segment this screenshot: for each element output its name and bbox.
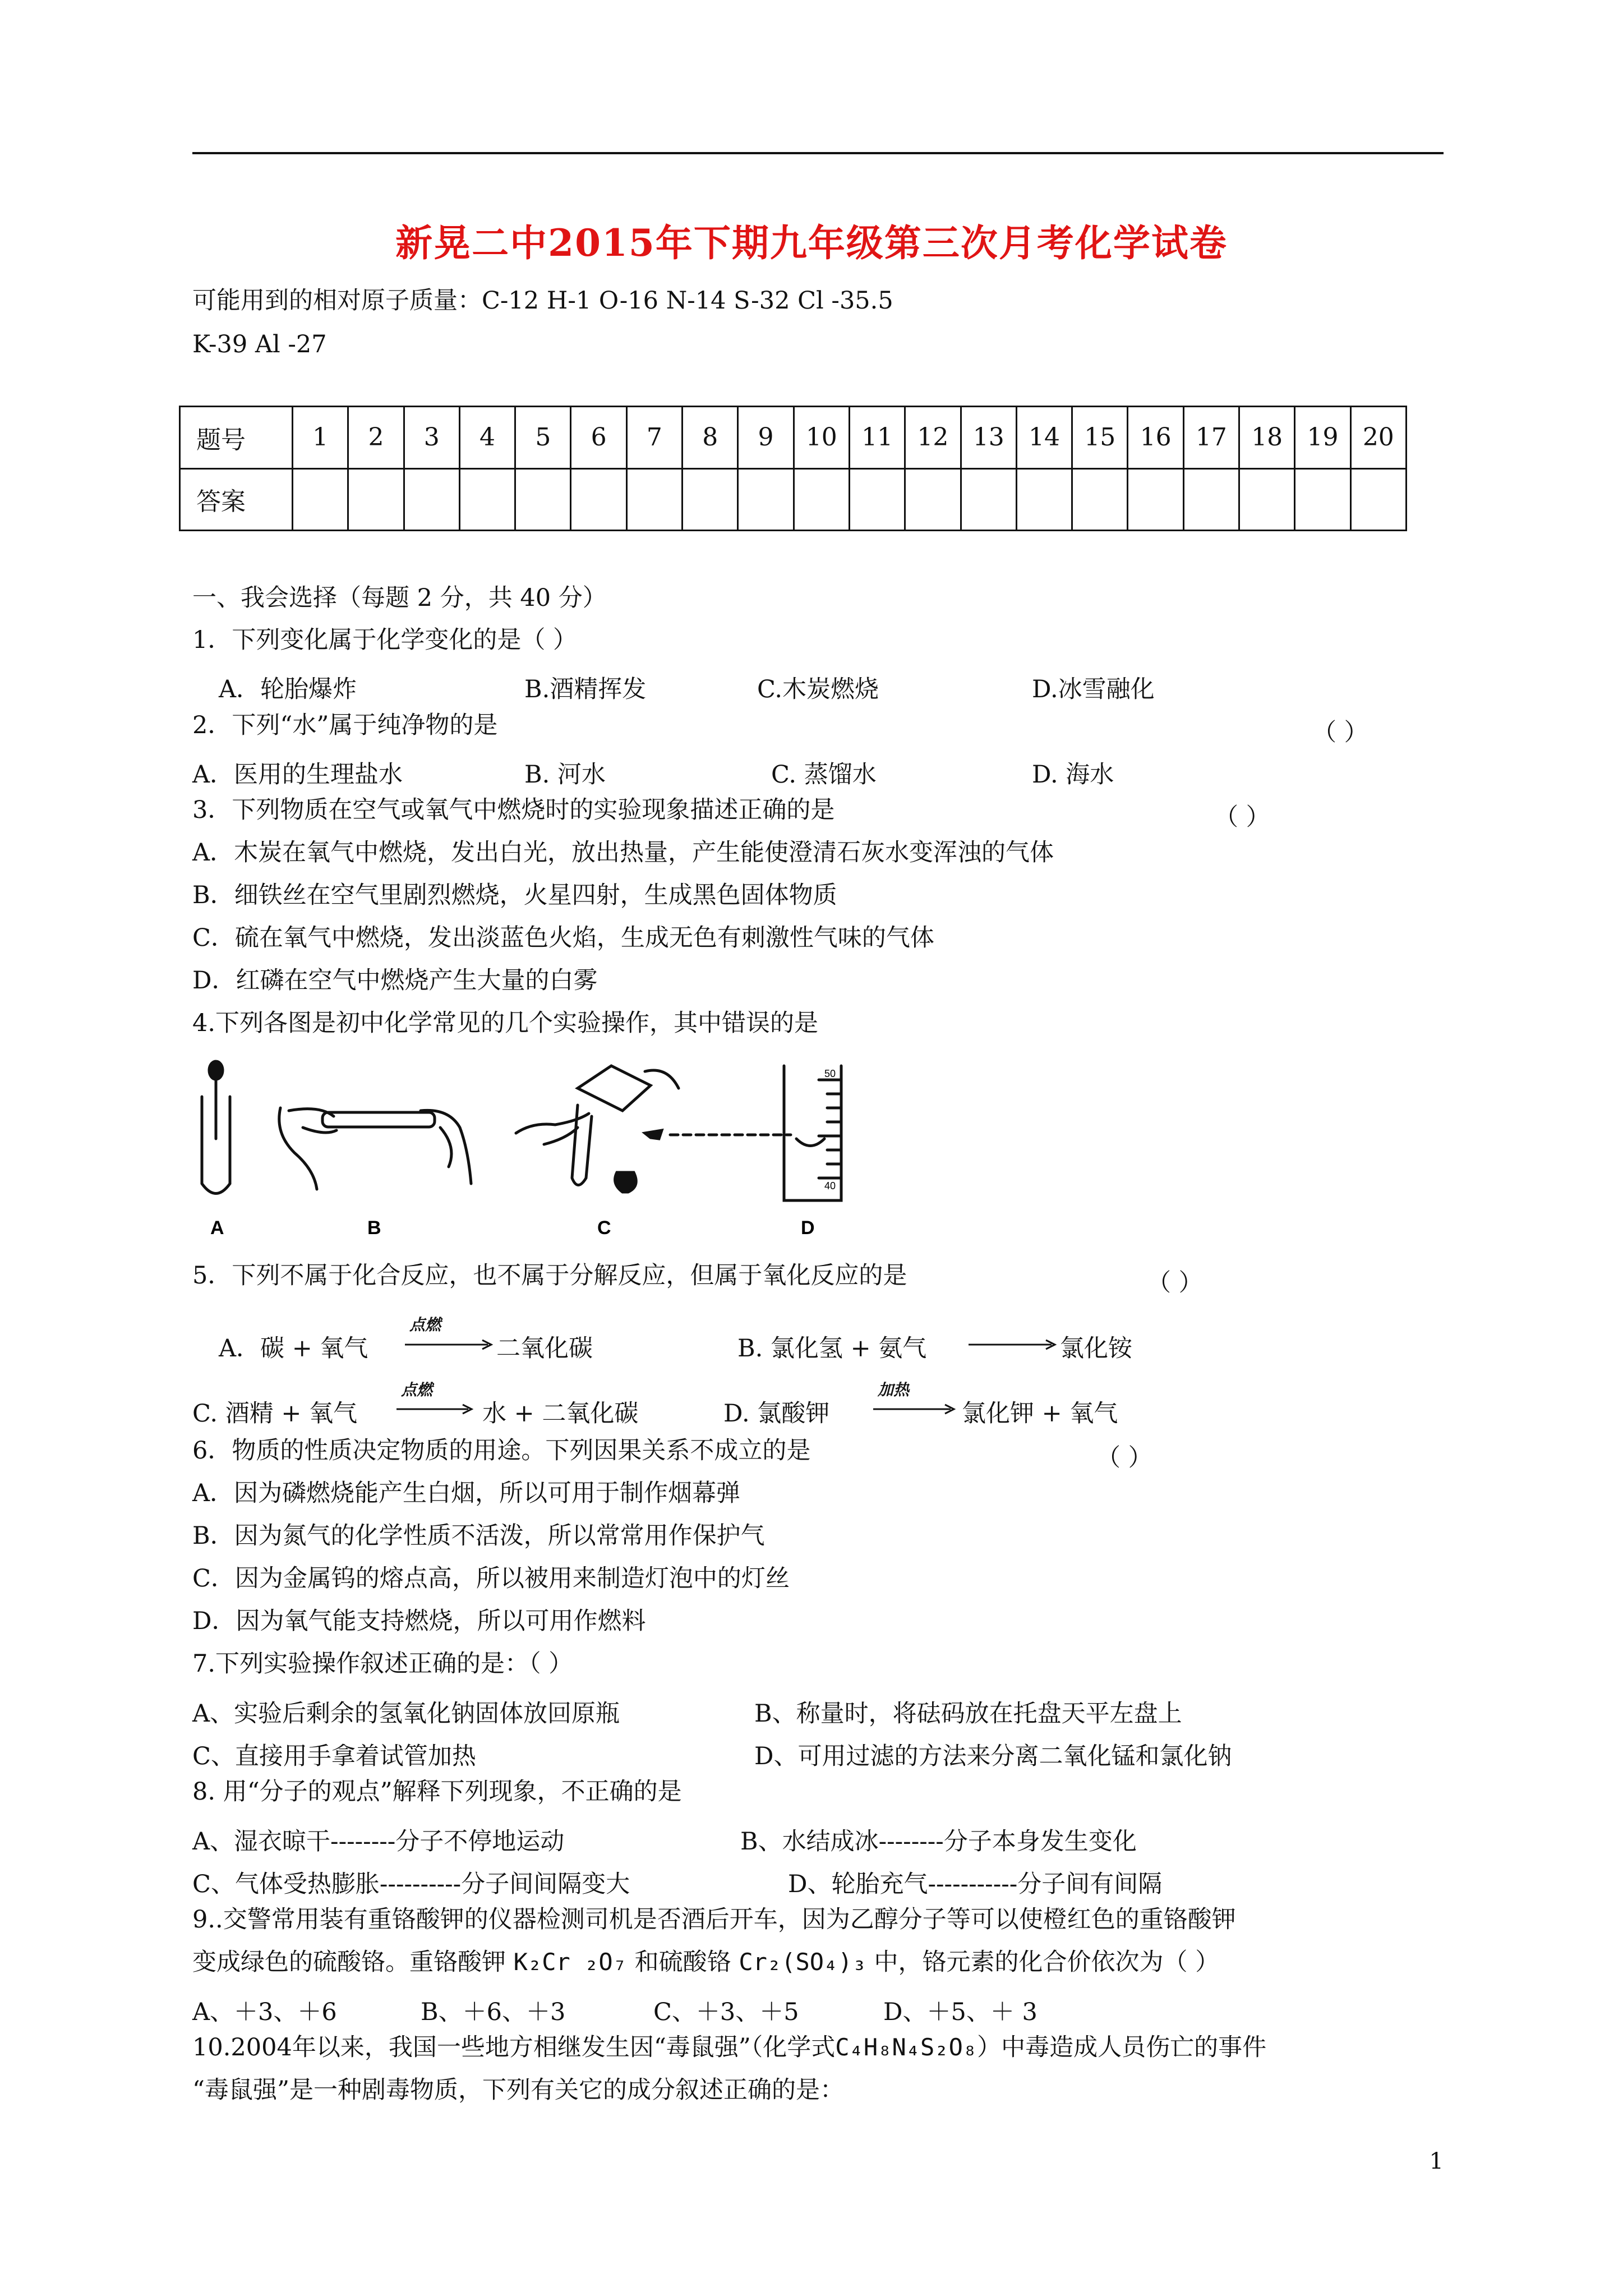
q9-option-c: C、＋3、＋5 bbox=[653, 1998, 799, 2026]
q10-formula: C₄H₈N₄S₂O₈ bbox=[835, 2033, 978, 2061]
question-number-cell: 5 bbox=[515, 407, 571, 469]
answer-table bbox=[179, 406, 1407, 531]
question-number-cell: 15 bbox=[1072, 407, 1128, 469]
q6-answer-paren: （ ） bbox=[1096, 1444, 1152, 1472]
q3-option-b: B．细铁丝在空气里剧烈燃烧，火星四射，生成黑色固体物质 bbox=[192, 881, 837, 909]
answer-cell[interactable] bbox=[1128, 468, 1183, 531]
q5-option-d-products: 氯化钾 + 氧气 bbox=[962, 1400, 1118, 1428]
reaction-arrow-icon bbox=[395, 1402, 474, 1416]
question-1-stem: 1．下列变化属于化学变化的是（ ） bbox=[192, 626, 578, 654]
q6-option-d: D．因为氧气能支持燃烧，所以可用作燃料 bbox=[192, 1607, 646, 1635]
q3-answer-paren: （ ） bbox=[1214, 803, 1270, 831]
q7-option-c: C、直接用手拿着试管加热 bbox=[192, 1742, 476, 1770]
answer-cell[interactable] bbox=[1239, 468, 1295, 531]
question-number-cell: 19 bbox=[1295, 407, 1350, 469]
page-title: 新晃二中2015年下期九年级第三次月考化学试卷 bbox=[395, 221, 1228, 265]
q3-option-a: A．木炭在氧气中燃烧，发出白光，放出热量，产生能使澄清石灰水变浑浊的气体 bbox=[192, 839, 1054, 867]
q5-option-c-reactants: C. 酒精 + 氧气 bbox=[192, 1400, 358, 1428]
q9-text-segment: 变成绿色的硫酸铬。重铬酸钾 bbox=[192, 1948, 514, 1976]
header-rule bbox=[192, 152, 1444, 154]
question-9-line-1: 9..交警常用装有重铬酸钾的仪器检测司机是否酒后开车，因为乙醇分子等可以使橙红色的重铬酸钾 bbox=[192, 1906, 1236, 1934]
q5-option-a-condition: 点燃 bbox=[409, 1315, 441, 1334]
question-number-cell: 8 bbox=[683, 407, 738, 469]
q5-option-b-reactants: B. 氯化氢 + 氨气 bbox=[737, 1335, 927, 1363]
question-number-cell: 18 bbox=[1239, 407, 1295, 469]
question-number-cell: 6 bbox=[571, 407, 626, 469]
question-6-stem: 6．物质的性质决定物质的用途。下列因果关系不成立的是 bbox=[192, 1437, 811, 1465]
cylinder-scale-bottom: 40 bbox=[824, 1180, 836, 1191]
answer-cell[interactable] bbox=[1183, 468, 1239, 531]
q1-option-d: D.冰雪融化 bbox=[1032, 675, 1155, 703]
question-7-stem: 7.下列实验操作叙述正确的是：（ ） bbox=[192, 1650, 573, 1678]
question-number-cell: 3 bbox=[404, 407, 459, 469]
question-number-cell: 11 bbox=[849, 407, 905, 469]
question-number-cell: 16 bbox=[1128, 407, 1183, 469]
q9-text-segment: 中，铬元素的化合价依次为（ ） bbox=[866, 1948, 1220, 1976]
answer-cell[interactable] bbox=[348, 468, 404, 531]
q2-option-d: D. 海水 bbox=[1032, 761, 1114, 789]
table-row-label: 答案 bbox=[180, 468, 293, 531]
answer-cell[interactable] bbox=[404, 468, 459, 531]
q5-option-d-condition: 加热 bbox=[878, 1381, 910, 1399]
q3-option-d: D．红磷在空气中燃烧产生大量的白雾 bbox=[192, 967, 598, 995]
figure-d-measuring-cylinder-icon bbox=[645, 1066, 841, 1200]
q2-option-a: A．医用的生理盐水 bbox=[192, 761, 403, 789]
q8-option-c: C、气体受热膨胀----------分子间间隔变大 bbox=[192, 1870, 630, 1898]
question-number-cell: 7 bbox=[626, 407, 682, 469]
q6-option-b: B．因为氮气的化学性质不活泼，所以常常用作保护气 bbox=[192, 1522, 765, 1550]
q8-option-a: A、湿衣晾干--------分子不停地运动 bbox=[192, 1828, 565, 1856]
question-number-cell: 1 bbox=[293, 407, 348, 469]
q5-option-c-condition: 点燃 bbox=[401, 1381, 433, 1399]
q7-option-d: D、可用过滤的方法来分离二氧化锰和氯化钠 bbox=[754, 1742, 1232, 1770]
q8-option-b: B、水结成冰--------分子本身发生变化 bbox=[740, 1828, 1137, 1856]
figure-c-pouring-icon bbox=[516, 1066, 679, 1192]
answer-cell[interactable] bbox=[1350, 468, 1406, 531]
figure-b-hands-test-tube-icon bbox=[279, 1108, 471, 1189]
q10-text-segment: 10.2004年以来，我国一些地方相继发生因“毒鼠强”（化学式 bbox=[192, 2033, 836, 2062]
reaction-arrow-icon bbox=[872, 1402, 956, 1416]
atomic-mass-line-1: 可能用到的相对原子质量：C-12 H-1 O-16 N-14 S-32 Cl -35.5 bbox=[192, 287, 893, 315]
question-number-cell: 13 bbox=[961, 407, 1016, 469]
atomic-mass-line-2: K-39 Al -27 bbox=[192, 330, 327, 358]
question-8-stem: 8. 用“分子的观点”解释下列现象，不正确的是 bbox=[192, 1778, 682, 1806]
answer-cell[interactable] bbox=[515, 468, 571, 531]
q5-option-d-reactant: D. 氯酸钾 bbox=[723, 1400, 830, 1428]
question-number-cell: 14 bbox=[1016, 407, 1072, 469]
answer-cell[interactable] bbox=[849, 468, 905, 531]
question-10-line-1 bbox=[192, 2033, 1267, 2062]
q1-option-a: A．轮胎爆炸 bbox=[219, 675, 357, 703]
figure-label-b: B bbox=[367, 1217, 381, 1239]
q9-option-b: B、＋6、＋3 bbox=[421, 1998, 566, 2026]
figure-label-a: A bbox=[210, 1217, 224, 1239]
answer-table-header-row bbox=[180, 407, 1407, 469]
figure-label-d: D bbox=[801, 1217, 815, 1239]
answer-cell[interactable] bbox=[459, 468, 515, 531]
q9-option-a: A、＋3、＋6 bbox=[192, 1998, 337, 2026]
figure-a-dropper-icon bbox=[202, 1061, 230, 1194]
answer-cell[interactable] bbox=[738, 468, 794, 531]
answer-cell[interactable] bbox=[1016, 468, 1072, 531]
page-number: 1 bbox=[1429, 2148, 1444, 2174]
q2-option-b: B. 河水 bbox=[524, 761, 606, 789]
q3-option-c: C．硫在氧气中燃烧，发出淡蓝色火焰，生成无色有刺激性气味的气体 bbox=[192, 924, 934, 952]
table-row-label: 题号 bbox=[180, 407, 293, 469]
q5-answer-paren: （ ） bbox=[1147, 1269, 1203, 1297]
answer-cell[interactable] bbox=[961, 468, 1016, 531]
question-number-cell: 12 bbox=[905, 407, 961, 469]
q1-option-c: C.木炭燃烧 bbox=[757, 675, 879, 703]
question-4-stem: 4.下列各图是初中化学常见的几个实验操作，其中错误的是 bbox=[192, 1009, 819, 1037]
question-number-cell: 2 bbox=[348, 407, 404, 469]
answer-cell[interactable] bbox=[293, 468, 348, 531]
question-number-cell: 20 bbox=[1350, 407, 1406, 469]
q8-option-d: D、轮胎充气-----------分子间有间隔 bbox=[788, 1870, 1163, 1898]
answer-table-answer-row bbox=[180, 468, 1407, 531]
question-10-line-2: “毒鼠强”是一种剧毒物质，下列有关它的成分叙述正确的是： bbox=[192, 2076, 844, 2104]
answer-cell[interactable] bbox=[1072, 468, 1128, 531]
q2-answer-paren: （ ） bbox=[1312, 719, 1368, 747]
question-number-cell: 17 bbox=[1183, 407, 1239, 469]
q1-option-b: B.酒精挥发 bbox=[524, 675, 647, 703]
q2-option-c: C. 蒸馏水 bbox=[771, 761, 877, 789]
answer-cell[interactable] bbox=[905, 468, 961, 531]
q6-option-a: A．因为磷燃烧能产生白烟，所以可用于制作烟幕弹 bbox=[192, 1479, 741, 1507]
q5-option-c-products: 水 + 二氧化碳 bbox=[482, 1400, 639, 1428]
q5-option-a-product: 二氧化碳 bbox=[496, 1335, 593, 1363]
figure-label-c: C bbox=[597, 1217, 611, 1239]
q5-option-a-reactants: A．碳 + 氧气 bbox=[219, 1335, 368, 1363]
cylinder-scale-top: 50 bbox=[824, 1068, 836, 1079]
section-heading: 一、我会选择（每题 2 分，共 40 分） bbox=[192, 584, 607, 612]
q5-option-b-product: 氯化铵 bbox=[1060, 1335, 1132, 1363]
q10-text-segment: ）中毒造成人员伤亡的事件 bbox=[977, 2033, 1267, 2062]
question-number-cell: 10 bbox=[794, 407, 849, 469]
question-9-line-2 bbox=[192, 1950, 1219, 1975]
q6-option-c: C．因为金属钨的熔点高，所以被用来制造灯泡中的灯丝 bbox=[192, 1565, 790, 1593]
q7-option-a: A、实验后剩余的氢氧化钠固体放回原瓶 bbox=[192, 1700, 620, 1728]
reaction-arrow-icon bbox=[404, 1338, 494, 1351]
q7-option-b: B、称量时，将砝码放在托盘天平左盘上 bbox=[754, 1700, 1182, 1728]
answer-cell[interactable] bbox=[794, 468, 849, 531]
answer-cell[interactable] bbox=[683, 468, 738, 531]
answer-cell[interactable] bbox=[1295, 468, 1350, 531]
reaction-arrow-icon bbox=[967, 1338, 1057, 1351]
answer-cell[interactable] bbox=[571, 468, 626, 531]
q9-formula-chromium-sulfate: Cr₂(SO₄)₃ bbox=[739, 1948, 866, 1976]
question-5-stem: 5．下列不属于化合反应，也不属于分解反应，但属于氧化反应的是 bbox=[192, 1262, 907, 1290]
question-number-cell: 4 bbox=[459, 407, 515, 469]
question-number-cell: 9 bbox=[738, 407, 794, 469]
q9-text-segment: 和硫酸铬 bbox=[626, 1948, 739, 1976]
answer-cell[interactable] bbox=[626, 468, 682, 531]
q9-option-d: D、＋5、＋ 3 bbox=[883, 1998, 1038, 2026]
q4-experiment-figures bbox=[185, 1055, 914, 1245]
question-2-stem: 2．下列“水”属于纯净物的是 bbox=[192, 711, 498, 739]
q9-formula-potassium-dichromate: K₂Cr ₂O₇ bbox=[513, 1948, 627, 1976]
question-3-stem: 3．下列物质在空气或氧气中燃烧时的实验现象描述正确的是 bbox=[192, 796, 835, 824]
